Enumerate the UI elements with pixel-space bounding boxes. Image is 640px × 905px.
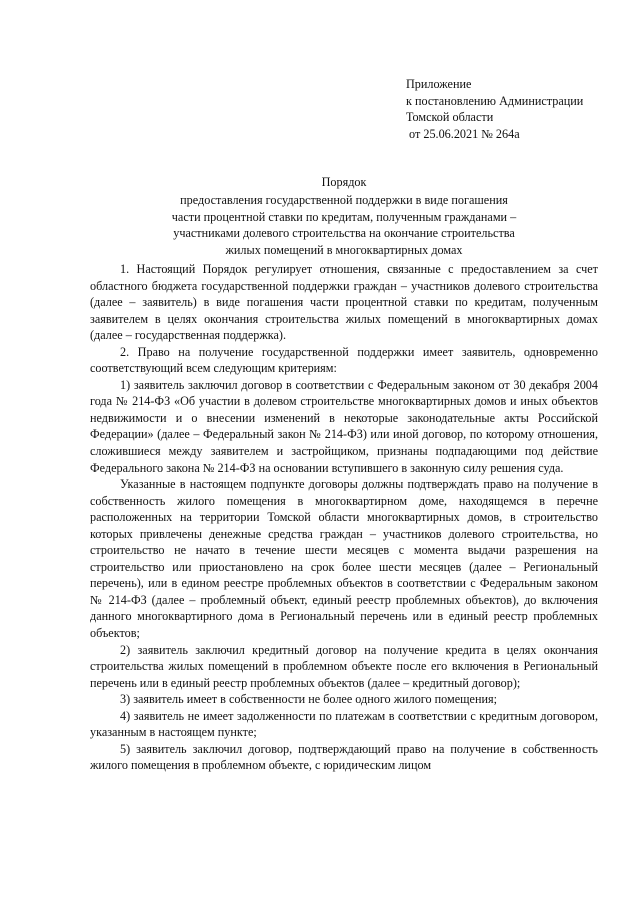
document-subtitle-line-1: предоставления государственной поддержки в виде погашения [180, 193, 508, 208]
appendix-header [406, 76, 583, 142]
paragraph-2: 2. Право на получение государственной поддержки имеет заявитель, одновременно соответствующий всем следующим критериям: [90, 344, 598, 376]
paragraph-6: 3) заявитель имеет в собственности не более одного жилого помещения; [120, 692, 497, 707]
document-subtitle-line-4: жилых помещений в многоквартирных домах [225, 242, 463, 257]
paragraph-4: Указанные в настоящем подпункте договоры должны подтверждать право на получение в собственность жилого помещения в многоквартирном доме, находящемся в перечне расположенных на территории Томской области многоквартирных домов, в строительство которых привлечены денежные средства граждан – участников долевого строительства, но строительство не начато в течение шести месяцев с момента выдачи разрешения на строительство или приостановлено на срок более шести месяцев (далее – Региональный перечень), или в едином реестре проблемных объектов в соответствии с Федеральным законом № 214-ФЗ (далее – проблемный объект, единый реестр проблемных объектов), до включения данного многоквартирного дома в Региональный перечень или в единый реестр проблемных объектов; [90, 477, 598, 641]
paragraph-7: 4) заявитель не имеет задолженности по платежам в соответствии с кредитным договором, указанным в настоящем пункте; [90, 708, 598, 740]
appendix-line-2: к постановлению Администрации [406, 93, 584, 108]
document-title: Порядок [321, 175, 367, 189]
paragraph-1: 1. Настоящий Порядок регулирует отношения, связанные с предоставлением за счет областного бюджета государственной поддержки граждан – участников долевого строительства (далее – заявитель) в виде погашения части процентной ставки по кредитам, полученным заявителем в целях окончания строительства жилых помещений в многоквартирных домах (далее – государственная поддержка). [90, 262, 598, 343]
appendix-line-1: Приложение [406, 77, 472, 91]
document-body [90, 261, 598, 774]
appendix-line-3: Томской области [406, 110, 494, 124]
document-title-block [90, 174, 598, 258]
document-subtitle-line-3: участниками долевого строительства на окончание строительства [173, 226, 515, 241]
appendix-line-4: от 25.06.2021 № 264а [406, 126, 520, 141]
paragraph-5: 2) заявитель заключил кредитный договор на получение кредита в целях окончания строительства жилых помещений в проблемном объекте после его включения в Региональный перечень или в единый реестр проблемных объектов (далее – кредитный договор); [90, 642, 598, 690]
document-subtitle-line-2: части процентной ставки по кредитам, полученным гражданами – [171, 209, 517, 224]
paragraph-3: 1) заявитель заключил договор в соответствии с Федеральным законом от 30 декабря 2004 года № 214-ФЗ «Об участии в долевом строительстве многоквартирных домов и иных объектов недвижимости и о внесении изменений в некоторые законодательные акты Российской Федерации» (далее – Федеральный закон № 214-ФЗ) или иной договор, по которому отношения, сложившиеся между заявителем и застройщиком, признаны подпадающими под действие Федерального закона № 214-ФЗ на основании вступившего в законную силу решения суда. [90, 377, 598, 475]
paragraph-8: 5) заявитель заключил договор, подтверждающий право на получение в собственность жилого помещения в проблемном объекте, с юридическим лицом [90, 741, 598, 773]
